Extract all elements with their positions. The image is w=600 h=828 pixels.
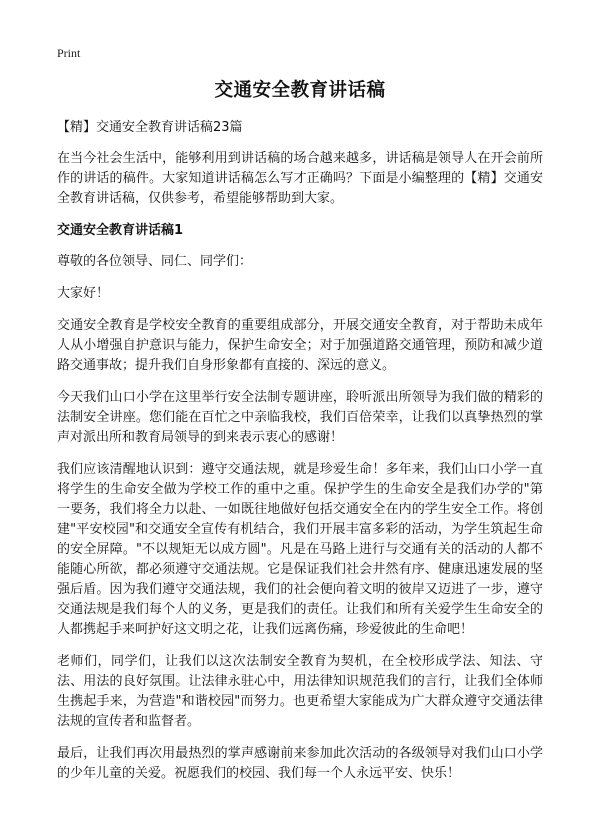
body-paragraph-1: 交通安全教育是学校安全教育的重要组成部分，开展交通安全教育，对于帮助未成年人从小增强自护意识与能力，保护生命安全；对于加强道路交通管理，预防和减少道路交通事故；提升我们自身形象都有直接的、深远的意义。 [57, 318, 543, 373]
salutation-paragraph: 尊敬的各位领导、同仁、同学们： [57, 254, 253, 269]
document-subtitle: 【精】交通安全教育讲话稿23篇 [57, 120, 243, 135]
body-paragraph-3: 我们应该清醒地认识到：遵守交通法规，就是珍爱生命！多年来，我们山口小学一直将学生的生命安全做为学校工作的重中之重。保护学生的生命安全是我们办学的"第一要务，我们将全力以赴、一如既往地做好包括交通安全在内的学生安全工作。将创建"平安校园"和交通安全宣传有机结合，我们开展丰富多彩的活动，为学生筑起生命的安全屏障。"不以规矩无以成方圆"。凡是在马路上进行与交通有关的活动的人都不能随心所欲，都必须遵守交通法规。它是保证我们社会井然有序、健康迅速发展的坚强后盾。因为我们遵守交通法规，我们的社会便向着文明的彼岸又迈进了一步，遵守交通法规是我们每个人的义务，更是我们的责任。让我们和所有关爱学生生命安全的人都携起手来呵护好这文明之花，让我们远离伤痛，珍爱彼此的生命吧！ [57, 462, 543, 637]
greeting-paragraph: 大家好！ [57, 286, 110, 301]
section-heading: 交通安全教育讲话稿1 [57, 223, 184, 238]
intro-paragraph: 在当今社会生活中，能够利用到讲话稿的场合越来越多，讲话稿是领导人在开会前所作的讲话的稿件。大家知道讲话稿怎么写才正确吗？下面是小编整理的【精】交通安全教育讲话稿，仅供参考，希望能够帮助到大家。 [57, 151, 543, 206]
document-body [57, 78, 543, 784]
document-title: 交通安全教育讲话稿 [214, 80, 386, 101]
body-paragraph-2: 今天我们山口小学在这里举行安全法制专题讲座，聆听派出所领导为我们做的精彩的法制安全讲座。您们能在百忙之中亲临我校，我们百倍荣幸，让我们以真挚热烈的掌声对派出所和教育局领导的到来表示衷心的感谢！ [57, 390, 543, 445]
print-link[interactable]: Print [57, 46, 81, 60]
body-paragraph-4: 老师们，同学们，让我们以这次法制安全教育为契机，在全校形成学法、知法、守法、用法的良好氛围。让法律永驻心中，用法律知识规范我们的言行，让我们全体师生携起手来，为营造"和谐校园"而努力。也更希望大家能成为广大群众遵守交通法律法规的宣传者和监督者。 [57, 654, 543, 729]
closing-paragraph: 最后，让我们再次用最热烈的掌声感谢前来参加此次活动的各级领导对我们山口小学的少年儿童的关爱。祝愿我们的校园、我们每一个人永远平安、快乐！ [57, 746, 543, 781]
